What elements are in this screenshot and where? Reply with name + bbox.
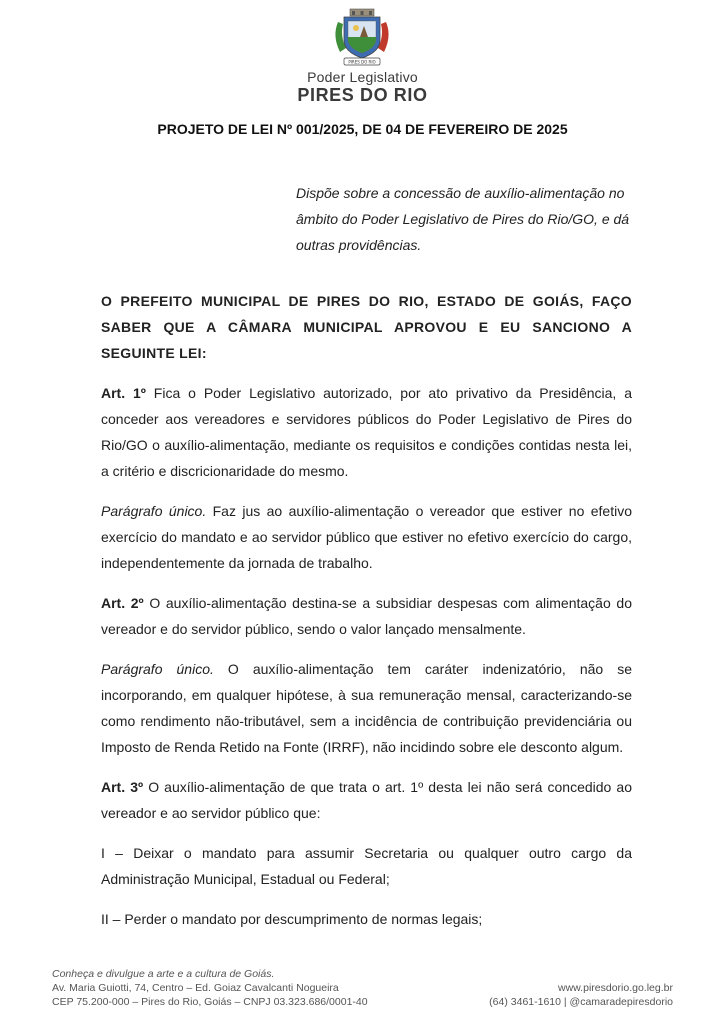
footer-contact: (64) 3461-1610 | @camaradepiresdorio (489, 996, 673, 1008)
footer-cep-cnpj: CEP 75.200-000 – Pires do Rio, Goiás – CNPJ 03.323.686/0001-40 (52, 996, 368, 1008)
footer-address: Av. Maria Guiotti, 74, Centro – Ed. Goiaz Cavalcanti Nogueira (52, 982, 339, 994)
article-1-paragraph-label: Parágrafo único. (101, 503, 207, 519)
article-2-paragraph-text: O auxílio-alimentação tem caráter indenizatório, não se incorporando, em qualquer hipótese, à sua remuneração mensal, caracterizando-se como rendimento não-tributável, sem a incidência de contribuição previdenciária ou Imposto de Renda Retido na Fonte (IRRF), não incidindo sobre ele desconto algum. (101, 661, 632, 755)
article-1-label: Art. 1º (101, 385, 146, 401)
article-1-paragraph-text: Faz jus ao auxílio-alimentação o vereador que estiver no efetivo exercício do mandato e ao servidor público que estiver no efetivo exercício do cargo, independentemente da jornada de trabalho. (101, 503, 632, 571)
article-2-paragraph-label: Parágrafo único. (101, 661, 214, 677)
crest-motto: PIRES DO RIO (348, 59, 376, 65)
footer-address-block (52, 967, 368, 1009)
document-title: PROJETO DE LEI Nº 001/2025, DE 04 DE FEVEREIRO DE 2025 (157, 121, 568, 137)
document-ementa: Dispõe sobre a concessão de auxílio-alimentação no âmbito do Poder Legislativo de Pires do Rio/GO, e dá outras providências. (296, 185, 630, 253)
article-3-item-ii: II – Perder o mandato por descumprimento de normas legais; (101, 911, 483, 927)
footer-contact-block (489, 981, 673, 1009)
article-2-paragraph (101, 656, 632, 760)
article-1 (101, 380, 632, 484)
document-header (0, 0, 725, 110)
org-name: PIRES DO RIO (297, 85, 428, 105)
article-1-text: Fica o Poder Legislativo autorizado, por ato privativo da Presidência, a conceder aos vereadores e servidores públicos do Poder Legislativo de Pires do Rio/GO o auxílio-alimentação, mediante os requisitos e condições contidas nesta lei, a critério e discricionaridade do mesmo. (101, 385, 632, 479)
document-body (101, 288, 632, 946)
article-3-item-i: I – Deixar o mandato para assumir Secretaria ou qualquer outro cargo da Administração Municipal, Estadual ou Federal; (101, 845, 632, 887)
article-3-text: O auxílio-alimentação de que trata o art. 1º desta lei não será concedido ao vereador e ao servidor público que: (101, 779, 632, 821)
org-subtitle: Poder Legislativo (307, 69, 418, 85)
coat-of-arms-icon (330, 8, 394, 66)
article-3 (101, 774, 632, 826)
article-2-text: O auxílio-alimentação destina-se a subsidiar despesas com alimentação do vereador e do servidor público, sendo o valor lançado mensalmente. (101, 595, 632, 637)
article-3-label: Art. 3º (101, 779, 144, 795)
footer-website-link[interactable]: www.piresdorio.go.leg.br (558, 982, 673, 994)
preamble: O PREFEITO MUNICIPAL DE PIRES DO RIO, ESTADO DE GOIÁS, FAÇO SABER QUE A CÂMARA MUNICIPAL APROVOU E EU SANCIONO A SEGUINTE LEI: (101, 293, 632, 361)
article-1-paragraph (101, 498, 632, 576)
article-2-label: Art. 2º (101, 595, 144, 611)
article-2 (101, 590, 632, 642)
footer-slogan: Conheça e divulgue a arte e a cultura de Goiás. (52, 968, 275, 980)
